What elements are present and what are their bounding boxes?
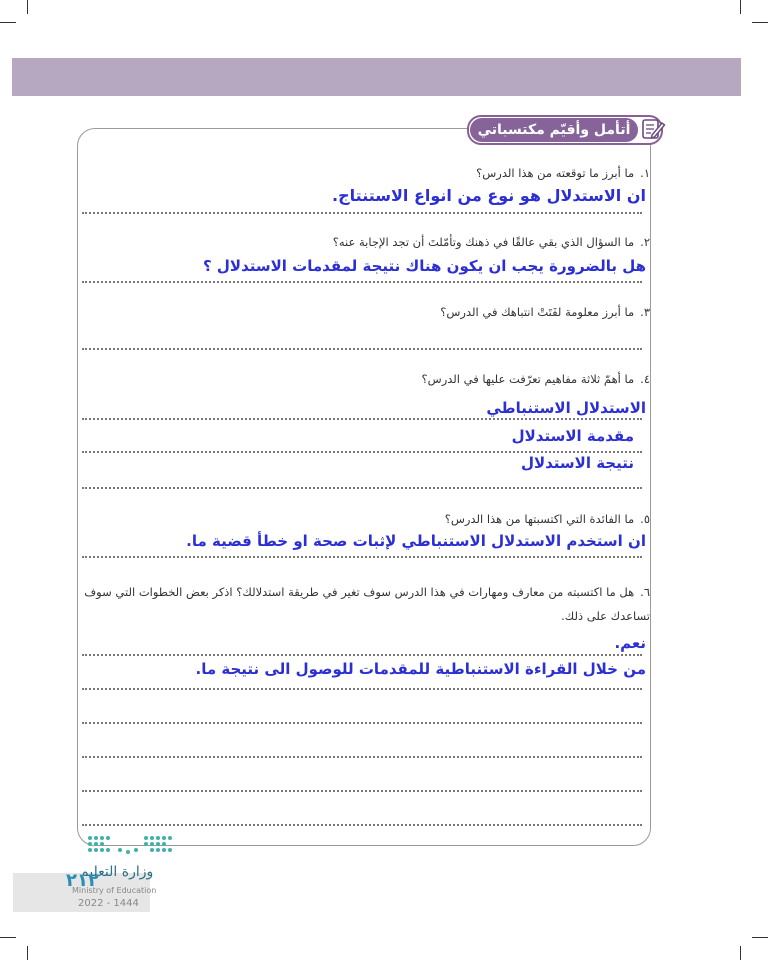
crop-mark (27, 946, 28, 960)
answer-6-line-2: من خلال القراءة الاستنباطية للمقدمات للوصول الى نتيجة ما. (195, 660, 646, 678)
crop-mark (752, 937, 768, 938)
answer-4-item-1: الاستدلال الاستنباطي (486, 399, 646, 417)
question-3: ٣.ما أبرز معلومة لفَتَتْ انتباهك في الدرس؟ (440, 305, 650, 319)
answer-line (82, 824, 642, 826)
answer-line (82, 654, 642, 656)
crop-mark (27, 0, 28, 14)
question-4: ٤.ما أهمّ ثلاثة مفاهيم تعرّفت عليها في الدرس؟ (421, 372, 650, 386)
answer-line (82, 348, 642, 350)
question-2: ٢.ما السؤال الذي بقي عالقًا في ذهنك وتأمّلتَ أن تجد الإجابة عنه؟ (332, 235, 650, 249)
answer-line (82, 487, 642, 489)
answer-line (82, 418, 642, 420)
crop-mark (0, 937, 16, 938)
crop-mark (740, 0, 741, 14)
question-5: ٥.ما الفائدة التي اكتسبتها من هذا الدرس؟ (444, 512, 650, 526)
answer-line (82, 451, 642, 453)
answer-line (82, 212, 642, 214)
answer-line (82, 281, 642, 283)
answer-4-item-3: نتيجة الاستدلال (520, 454, 634, 472)
notepad-pencil-icon (640, 116, 666, 142)
answer-6-line-1: نعم. (614, 634, 646, 652)
crop-mark (740, 946, 741, 960)
answer-line (82, 556, 642, 558)
answer-1: ان الاستدلال هو نوع من انواع الاستنتاج. (332, 186, 646, 205)
header-band (12, 58, 741, 96)
answer-line (82, 688, 642, 690)
section-title: أتأمل وأقيّم مكتسباتي (470, 118, 638, 142)
ministry-logo-icon (80, 830, 186, 860)
answer-line (82, 722, 642, 724)
edition-year: 2022 - 1444 (78, 898, 139, 909)
ministry-name: وزارة التعليم (80, 864, 154, 880)
answer-5: ان استخدم الاستدلال الاستنباطي لإثبات صحة او خطأ قضية ما. (186, 532, 646, 550)
answer-2: هل بالضرورة يجب ان يكون هناك نتيجة لمقدمات الاستدلال ؟ (202, 257, 646, 275)
answer-line (82, 790, 642, 792)
crop-mark (0, 22, 16, 23)
page-number: ٢١٢ (66, 870, 99, 891)
question-1: ١.ما أبرز ما توقعته من هذا الدرس؟ (476, 166, 650, 180)
answer-4-item-2: مقدمة الاستدلال (511, 427, 634, 445)
ministry-name-en: Ministry of Education (72, 886, 157, 895)
crop-mark (752, 22, 768, 23)
answer-line (82, 756, 642, 758)
question-6: ٦.هل ما اكتسبته من معارف ومهارات في هذا الدرس سوف تغير في طريقة استدلالك؟ اذكر بعض الخطوات التي سوف تساعدك على ذلك. (84, 585, 650, 623)
